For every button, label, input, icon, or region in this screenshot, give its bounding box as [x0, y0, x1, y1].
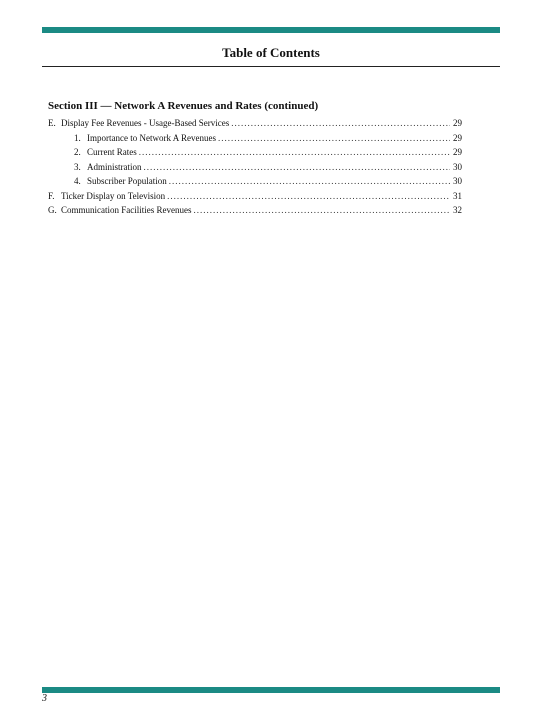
toc-entry-page: 30: [453, 176, 462, 186]
toc-entry-page: 31: [453, 190, 462, 201]
toc-entry-label: Importance to Network A Revenues: [87, 132, 216, 143]
toc-entry[interactable]: [48, 131, 462, 146]
toc-entry-page: 29: [453, 147, 462, 157]
toc-entry-number: E.: [48, 118, 56, 128]
toc-entry[interactable]: [48, 160, 462, 175]
toc-entry-number: G.: [48, 205, 57, 215]
toc-entry-label: Ticker Display on Television: [61, 190, 166, 201]
toc-entry-number: 3.: [74, 161, 81, 172]
header-band: [42, 27, 500, 33]
footer-band: [42, 687, 500, 693]
table-of-contents: [48, 116, 462, 218]
toc-dot-leader: [144, 160, 451, 175]
toc-dot-leader: [139, 145, 450, 160]
toc-dot-leader: [231, 116, 450, 131]
title-divider: [42, 66, 500, 67]
toc-entry-label: Display Fee Revenues - Usage-Based Services: [61, 118, 230, 128]
toc-dot-leader: [169, 174, 450, 189]
page-title: Table of Contents: [222, 45, 320, 60]
section-heading: Section III — Network A Revenues and Rates (continued): [48, 100, 319, 112]
toc-entry-number: 1.: [74, 132, 81, 143]
toc-entry-label: Current Rates: [87, 147, 137, 157]
toc-entry-page: 30: [453, 161, 462, 172]
toc-dot-leader: [218, 131, 450, 146]
toc-entry-label: Administration: [87, 161, 142, 172]
toc-entry-label: Communication Facilities Revenues: [61, 205, 192, 215]
toc-entry-number: F.: [48, 190, 55, 201]
toc-entry-page: 29: [453, 132, 462, 143]
toc-entry[interactable]: [48, 145, 462, 160]
toc-entry-number: 4.: [74, 176, 81, 186]
toc-entry[interactable]: [48, 174, 462, 189]
toc-dot-leader: [193, 203, 450, 218]
toc-entry[interactable]: [48, 116, 462, 131]
page-number: 3: [42, 693, 47, 704]
toc-entry[interactable]: [48, 203, 462, 218]
toc-dot-leader: [167, 189, 450, 204]
toc-entry-number: 2.: [74, 147, 81, 157]
toc-entry-page: 29: [453, 118, 462, 128]
toc-entry[interactable]: [48, 189, 462, 204]
toc-entry-page: 32: [453, 205, 462, 215]
toc-entry-label: Subscriber Population: [87, 176, 167, 186]
